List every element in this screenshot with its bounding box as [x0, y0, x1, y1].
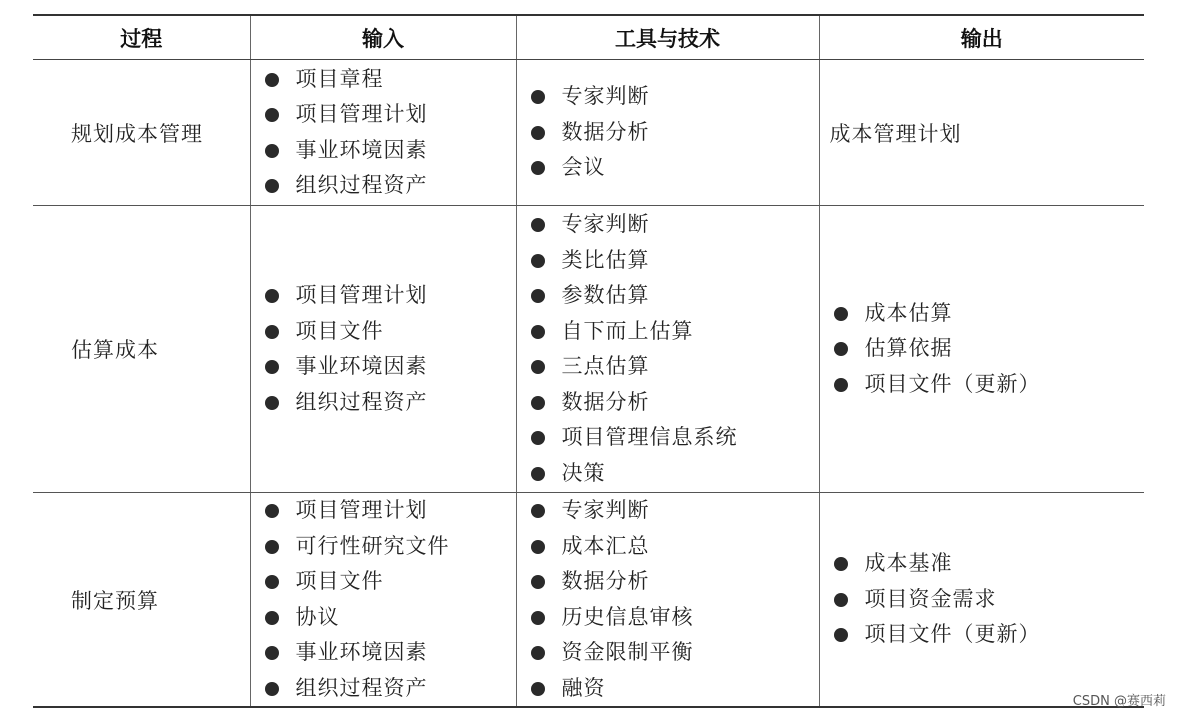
- inputs-cell: [250, 60, 516, 206]
- bullet-item: 项目管理计划: [265, 278, 516, 314]
- bullet-item: 专家判断: [531, 79, 819, 115]
- inputs-cell: [250, 493, 516, 708]
- table-row: [33, 60, 1144, 206]
- tools-cell: [516, 60, 819, 206]
- outputs-list: [820, 546, 1145, 653]
- bullet-item: 会议: [531, 150, 819, 186]
- inputs-list: [251, 493, 516, 706]
- bullet-item: 事业环境因素: [265, 349, 516, 385]
- bullet-item: 组织过程资产: [265, 671, 516, 707]
- bullet-item: 事业环境因素: [265, 133, 516, 169]
- tools-list: [517, 207, 819, 491]
- outputs-cell: [819, 493, 1144, 708]
- bullet-item: 项目文件: [265, 314, 516, 350]
- tools-list: [517, 493, 819, 706]
- header-inputs: 输入: [250, 15, 516, 60]
- header-outputs: 输出: [819, 15, 1144, 60]
- csdn-watermark: CSDN @赛西莉: [1072, 694, 1166, 709]
- bullet-item: 可行性研究文件: [265, 529, 516, 565]
- output-text: 成本管理计划: [819, 60, 1144, 206]
- header-process: 过程: [33, 15, 250, 60]
- bullet-item: 历史信息审核: [531, 600, 819, 636]
- bullet-item: 组织过程资产: [265, 385, 516, 421]
- inputs-list: [251, 62, 516, 204]
- bullet-item: 资金限制平衡: [531, 635, 819, 671]
- bullet-item: 数据分析: [531, 115, 819, 151]
- bullet-item: 项目文件（更新）: [834, 617, 1145, 653]
- bullet-item: 融资: [531, 671, 819, 707]
- inputs-cell: [250, 206, 516, 493]
- process-name: 制定预算: [33, 493, 250, 708]
- bullet-item: 成本汇总: [531, 529, 819, 565]
- bullet-item: 项目文件（更新）: [834, 367, 1145, 403]
- bullet-item: 协议: [265, 600, 516, 636]
- table-row: [33, 206, 1144, 493]
- process-name: 规划成本管理: [33, 60, 250, 206]
- process-table: [33, 14, 1144, 708]
- bullet-item: 数据分析: [531, 385, 819, 421]
- header-row: [33, 15, 1144, 60]
- bullet-item: 专家判断: [531, 493, 819, 529]
- bullet-item: 项目管理计划: [265, 97, 516, 133]
- inputs-list: [251, 278, 516, 420]
- tools-cell: [516, 493, 819, 708]
- outputs-cell: [819, 206, 1144, 493]
- bullet-item: 数据分析: [531, 564, 819, 600]
- bullet-item: 成本估算: [834, 296, 1145, 332]
- bullet-item: 项目管理计划: [265, 493, 516, 529]
- tools-list: [517, 79, 819, 186]
- bullet-item: 项目资金需求: [834, 582, 1145, 618]
- tools-cell: [516, 206, 819, 493]
- bullet-item: 项目文件: [265, 564, 516, 600]
- bullet-item: 项目章程: [265, 62, 516, 98]
- bullet-item: 成本基准: [834, 546, 1145, 582]
- bullet-item: 事业环境因素: [265, 635, 516, 671]
- bullet-item: 组织过程资产: [265, 168, 516, 204]
- process-name: 估算成本: [33, 206, 250, 493]
- bullet-item: 三点估算: [531, 349, 819, 385]
- bullet-item: 估算依据: [834, 331, 1145, 367]
- outputs-list: [820, 296, 1145, 403]
- bullet-item: 项目管理信息系统: [531, 420, 819, 456]
- bullet-item: 决策: [531, 456, 819, 492]
- bullet-item: 专家判断: [531, 207, 819, 243]
- header-tools: 工具与技术: [516, 15, 819, 60]
- bullet-item: 参数估算: [531, 278, 819, 314]
- table-row: [33, 493, 1144, 708]
- bullet-item: 自下而上估算: [531, 314, 819, 350]
- bullet-item: 类比估算: [531, 243, 819, 279]
